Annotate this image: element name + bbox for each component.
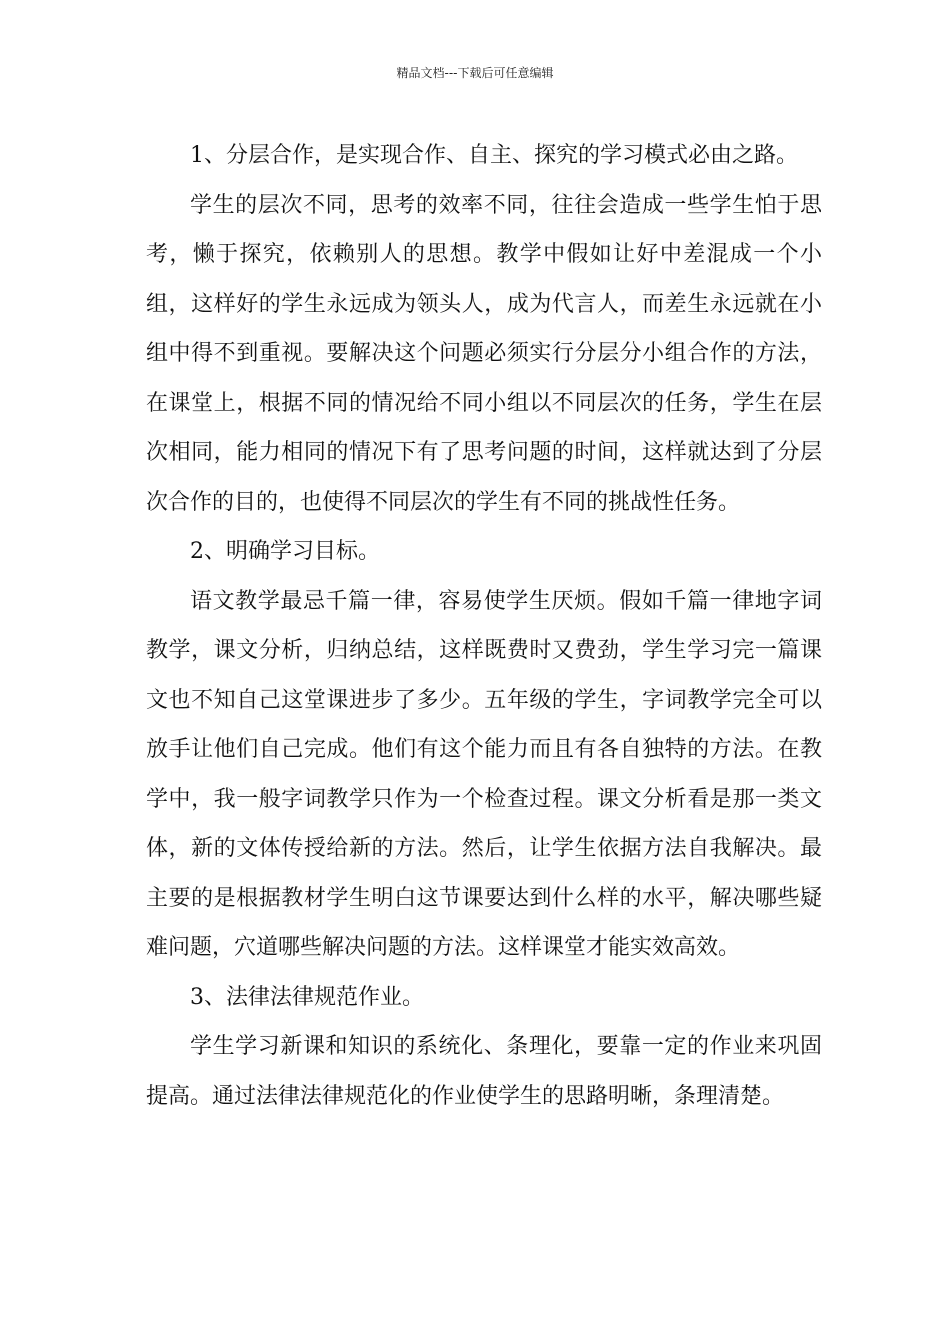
section-heading-2: 2、明确学习目标。 [190,539,380,564]
section-heading-1: 1、分层合作，是实现合作、自主、探究的学习模式必由之路。 [190,143,798,168]
page-header: 精品文档---下载后可任意编辑 [396,66,554,80]
body-paragraph: 学生的层次不同，思考的效率不同，往往会造成一些学生怕于思考，懒于探究，依赖别人的思想。教学中假如让好中差混成一个小组，这样好的学生永远成为领头人，成为代言人，而差生永远就在小组中得不到重视。要解决这个问题必须实行分层分小组合作的方法，在课堂上，根据不同的情况给不同小组以不同层次的任务，学生在层次相同，能力相同的情况下有了思考问题的时间，这样就达到了分层次合作的目的，也使得不同层次的学生有不同的挑战性任务。 [146,192,822,515]
body-paragraph: 语文教学最忌千篇一律，容易使学生厌烦。假如千篇一律地字词教学，课文分析，归纳总结，这样既费时又费劲，学生学习完一篇课文也不知自己这堂课进步了多少。五年级的学生，字词教学完全可以放手让他们自己完成。他们有这个能力而且有各自独特的方法。在教学中，我一般字词教学只作为一个检查过程。课文分析看是那一类文体，新的文体传授给新的方法。然后，让学生依据方法自我解决。最主要的是根据教材学生明白这节课要达到什么样的水平，解决哪些疑难问题，穴道哪些解决问题的方法。这样课堂才能实效高效。 [146,588,822,960]
section-heading-3: 3、法律法律规范作业。 [190,984,424,1010]
body-paragraph: 学生学习新课和知识的系统化、条理化，要靠一定的作业来巩固提高。通过法律法律规范化的作业使学生的思路明晰，条理清楚。 [146,1034,822,1109]
document-body [146,131,822,1121]
